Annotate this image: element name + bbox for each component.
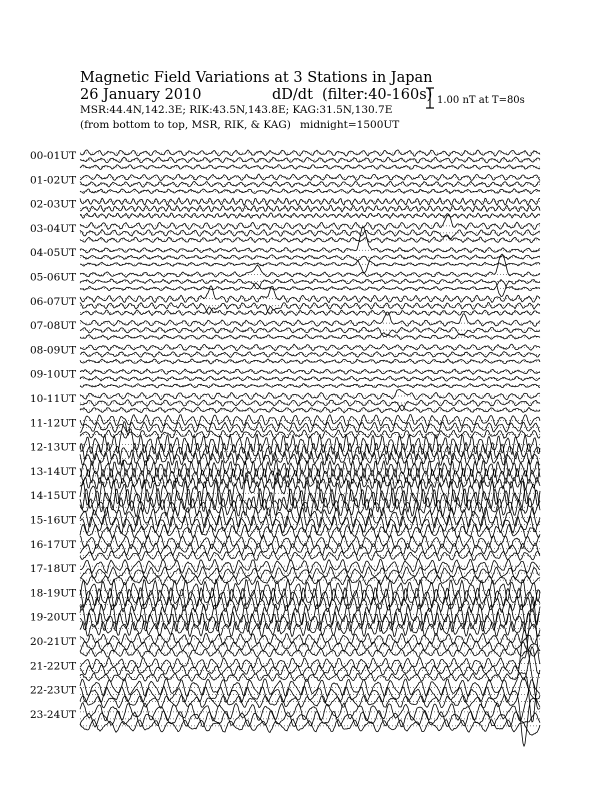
chart-date: 26 January 2010 — [80, 87, 202, 103]
hour-label: 13-14UT — [30, 465, 77, 478]
station-coordinates: MSR:44.4N,142.3E; RIK:43.5N,143.8E; KAG:31.5N,130.7E — [80, 104, 393, 116]
trace-msr — [80, 597, 540, 669]
scale-bar-label: 1.00 nT at T=80s — [437, 95, 525, 106]
hour-label: 17-18UT — [30, 563, 77, 576]
hour-label: 18-19UT — [30, 587, 77, 600]
chart-title: Magnetic Field Variations at 3 Stations in Japan — [80, 70, 433, 86]
trace-msr — [80, 422, 540, 455]
hour-label: 15-16UT — [30, 514, 77, 527]
scale-bar — [426, 88, 525, 108]
hour-label: 22-23UT — [30, 684, 77, 697]
hour-label: 07-08UT — [30, 320, 77, 333]
trace-kag — [80, 333, 540, 340]
trace-kag — [80, 306, 540, 315]
trace-kag — [80, 235, 540, 243]
trace-kag — [80, 678, 540, 708]
midnight-note: midnight=1500UT — [300, 119, 400, 131]
trace-rik — [80, 229, 540, 239]
trace-rik — [80, 710, 540, 735]
chart-filter: (filter:40-160s) — [322, 87, 433, 103]
hour-label: 19-20UT — [30, 611, 77, 624]
trace-msr — [80, 214, 540, 229]
trace-kag — [80, 165, 540, 170]
trace-area — [80, 150, 540, 747]
trace-kag — [80, 405, 540, 413]
hour-label: 02-03UT — [30, 198, 77, 211]
hour-label: 12-13UT — [30, 441, 77, 454]
trace-kag — [80, 189, 540, 194]
trace-rik — [80, 327, 540, 336]
trace-rik — [80, 352, 540, 358]
trace-msr — [80, 389, 540, 400]
trace-rik — [80, 488, 540, 516]
hour-label: 23-24UT — [30, 708, 77, 721]
hour-label: 06-07UT — [30, 295, 77, 308]
hour-labels — [30, 150, 76, 721]
station-order-note: (from bottom to top, MSR, RIK, & KAG) — [80, 119, 291, 131]
hour-label: 14-15UT — [30, 490, 77, 503]
hour-label: 04-05UT — [30, 247, 77, 260]
hour-label: 16-17UT — [30, 538, 77, 551]
hour-label: 21-22UT — [30, 660, 77, 673]
chart-quantity: dD/dt — [272, 87, 313, 103]
hour-label: 10-11UT — [30, 393, 77, 405]
hour-label: 00-01UT — [30, 150, 77, 162]
hour-label: 09-10UT — [30, 368, 77, 381]
hour-label: 08-09UT — [30, 344, 77, 357]
trace-kag — [80, 384, 540, 388]
hour-label: 01-02UT — [30, 174, 77, 187]
hour-label: 03-04UT — [30, 222, 77, 235]
hour-label: 20-21UT — [30, 636, 77, 648]
hour-label: 11-12UT — [30, 417, 77, 430]
hour-label: 05-06UT — [30, 271, 77, 284]
